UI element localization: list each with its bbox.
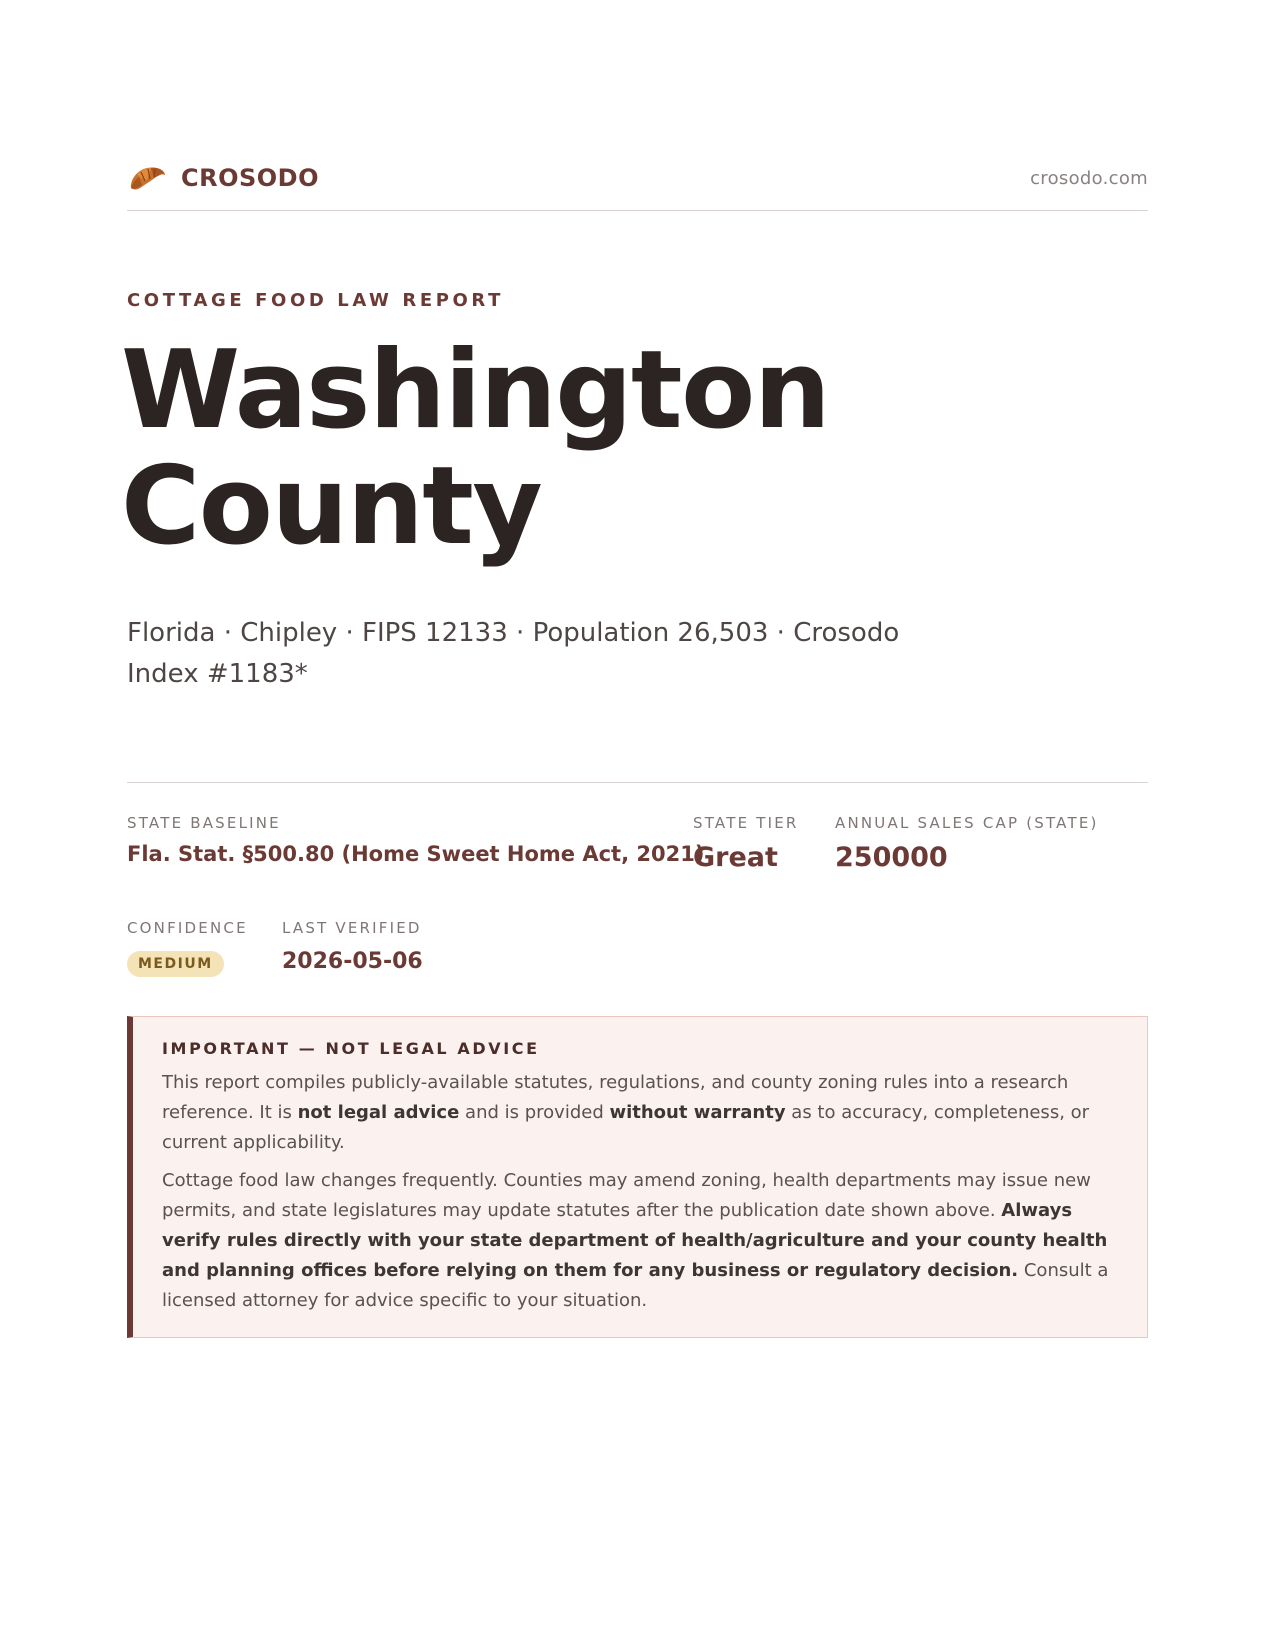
croissant-icon xyxy=(127,158,167,198)
brand-name: CROSODO xyxy=(181,164,320,192)
divider xyxy=(127,782,1148,783)
field-label: ANNUAL SALES CAP (STATE) xyxy=(835,814,1099,832)
notice-paragraph-2 xyxy=(162,1166,1125,1316)
page-subtitle xyxy=(127,613,947,695)
notice-text: Cottage food law changes frequently. Counties may amend zoning, health departments may issue new permits, and state legislatures may update statutes after the publication date shown above. xyxy=(162,1170,1091,1221)
notice-emphasis: without warranty xyxy=(609,1102,786,1123)
notice-paragraph-1 xyxy=(162,1068,1125,1158)
notice-emphasis: Always verify rules directly with your state department of health/agriculture and your county health and planning offices before relying on them for any business or regulatory decision. xyxy=(162,1200,1108,1281)
field-state-tier xyxy=(693,814,799,873)
field-value: Great xyxy=(693,842,778,873)
notice-emphasis: not legal advice xyxy=(297,1102,460,1123)
field-value: 250000 xyxy=(835,842,948,873)
legal-notice xyxy=(127,1016,1148,1338)
field-label: STATE BASELINE xyxy=(127,814,281,832)
title-line-2: County xyxy=(121,444,542,569)
subtitle-line-2: Index #1183* xyxy=(127,659,308,689)
field-sales-cap xyxy=(835,814,1099,873)
field-confidence xyxy=(127,919,248,977)
site-link[interactable]: crosodo.com xyxy=(1030,168,1148,189)
notice-title: IMPORTANT — NOT LEGAL ADVICE xyxy=(162,1039,540,1058)
page-title xyxy=(121,328,1021,569)
field-label: CONFIDENCE xyxy=(127,919,248,937)
title-line-1: Washington xyxy=(121,328,830,453)
page-header xyxy=(127,158,1148,211)
field-value: Fla. Stat. §500.80 (Home Sweet Home Act, 2021) xyxy=(127,842,705,866)
confidence-badge: MEDIUM xyxy=(127,951,224,977)
notice-text: and is provided xyxy=(459,1102,610,1123)
field-last-verified xyxy=(282,919,423,974)
field-value: 2026-05-06 xyxy=(282,949,423,974)
notice-text: Consult a licensed attorney for advice specific to your situation. xyxy=(162,1260,1109,1311)
field-state-baseline xyxy=(127,814,704,866)
field-label: LAST VERIFIED xyxy=(282,919,422,937)
notice-text: as to accuracy, completeness, or current applicability. xyxy=(162,1102,1090,1153)
subtitle-line-1: Florida · Chipley · FIPS 12133 · Population 26,503 · Crosodo xyxy=(127,618,900,648)
notice-text: This report compiles publicly-available statutes, regulations, and county zoning rules into a research reference. It is xyxy=(162,1072,1069,1123)
report-kicker: COTTAGE FOOD LAW REPORT xyxy=(127,290,504,311)
brand[interactable] xyxy=(127,158,319,198)
field-label: STATE TIER xyxy=(693,814,799,832)
